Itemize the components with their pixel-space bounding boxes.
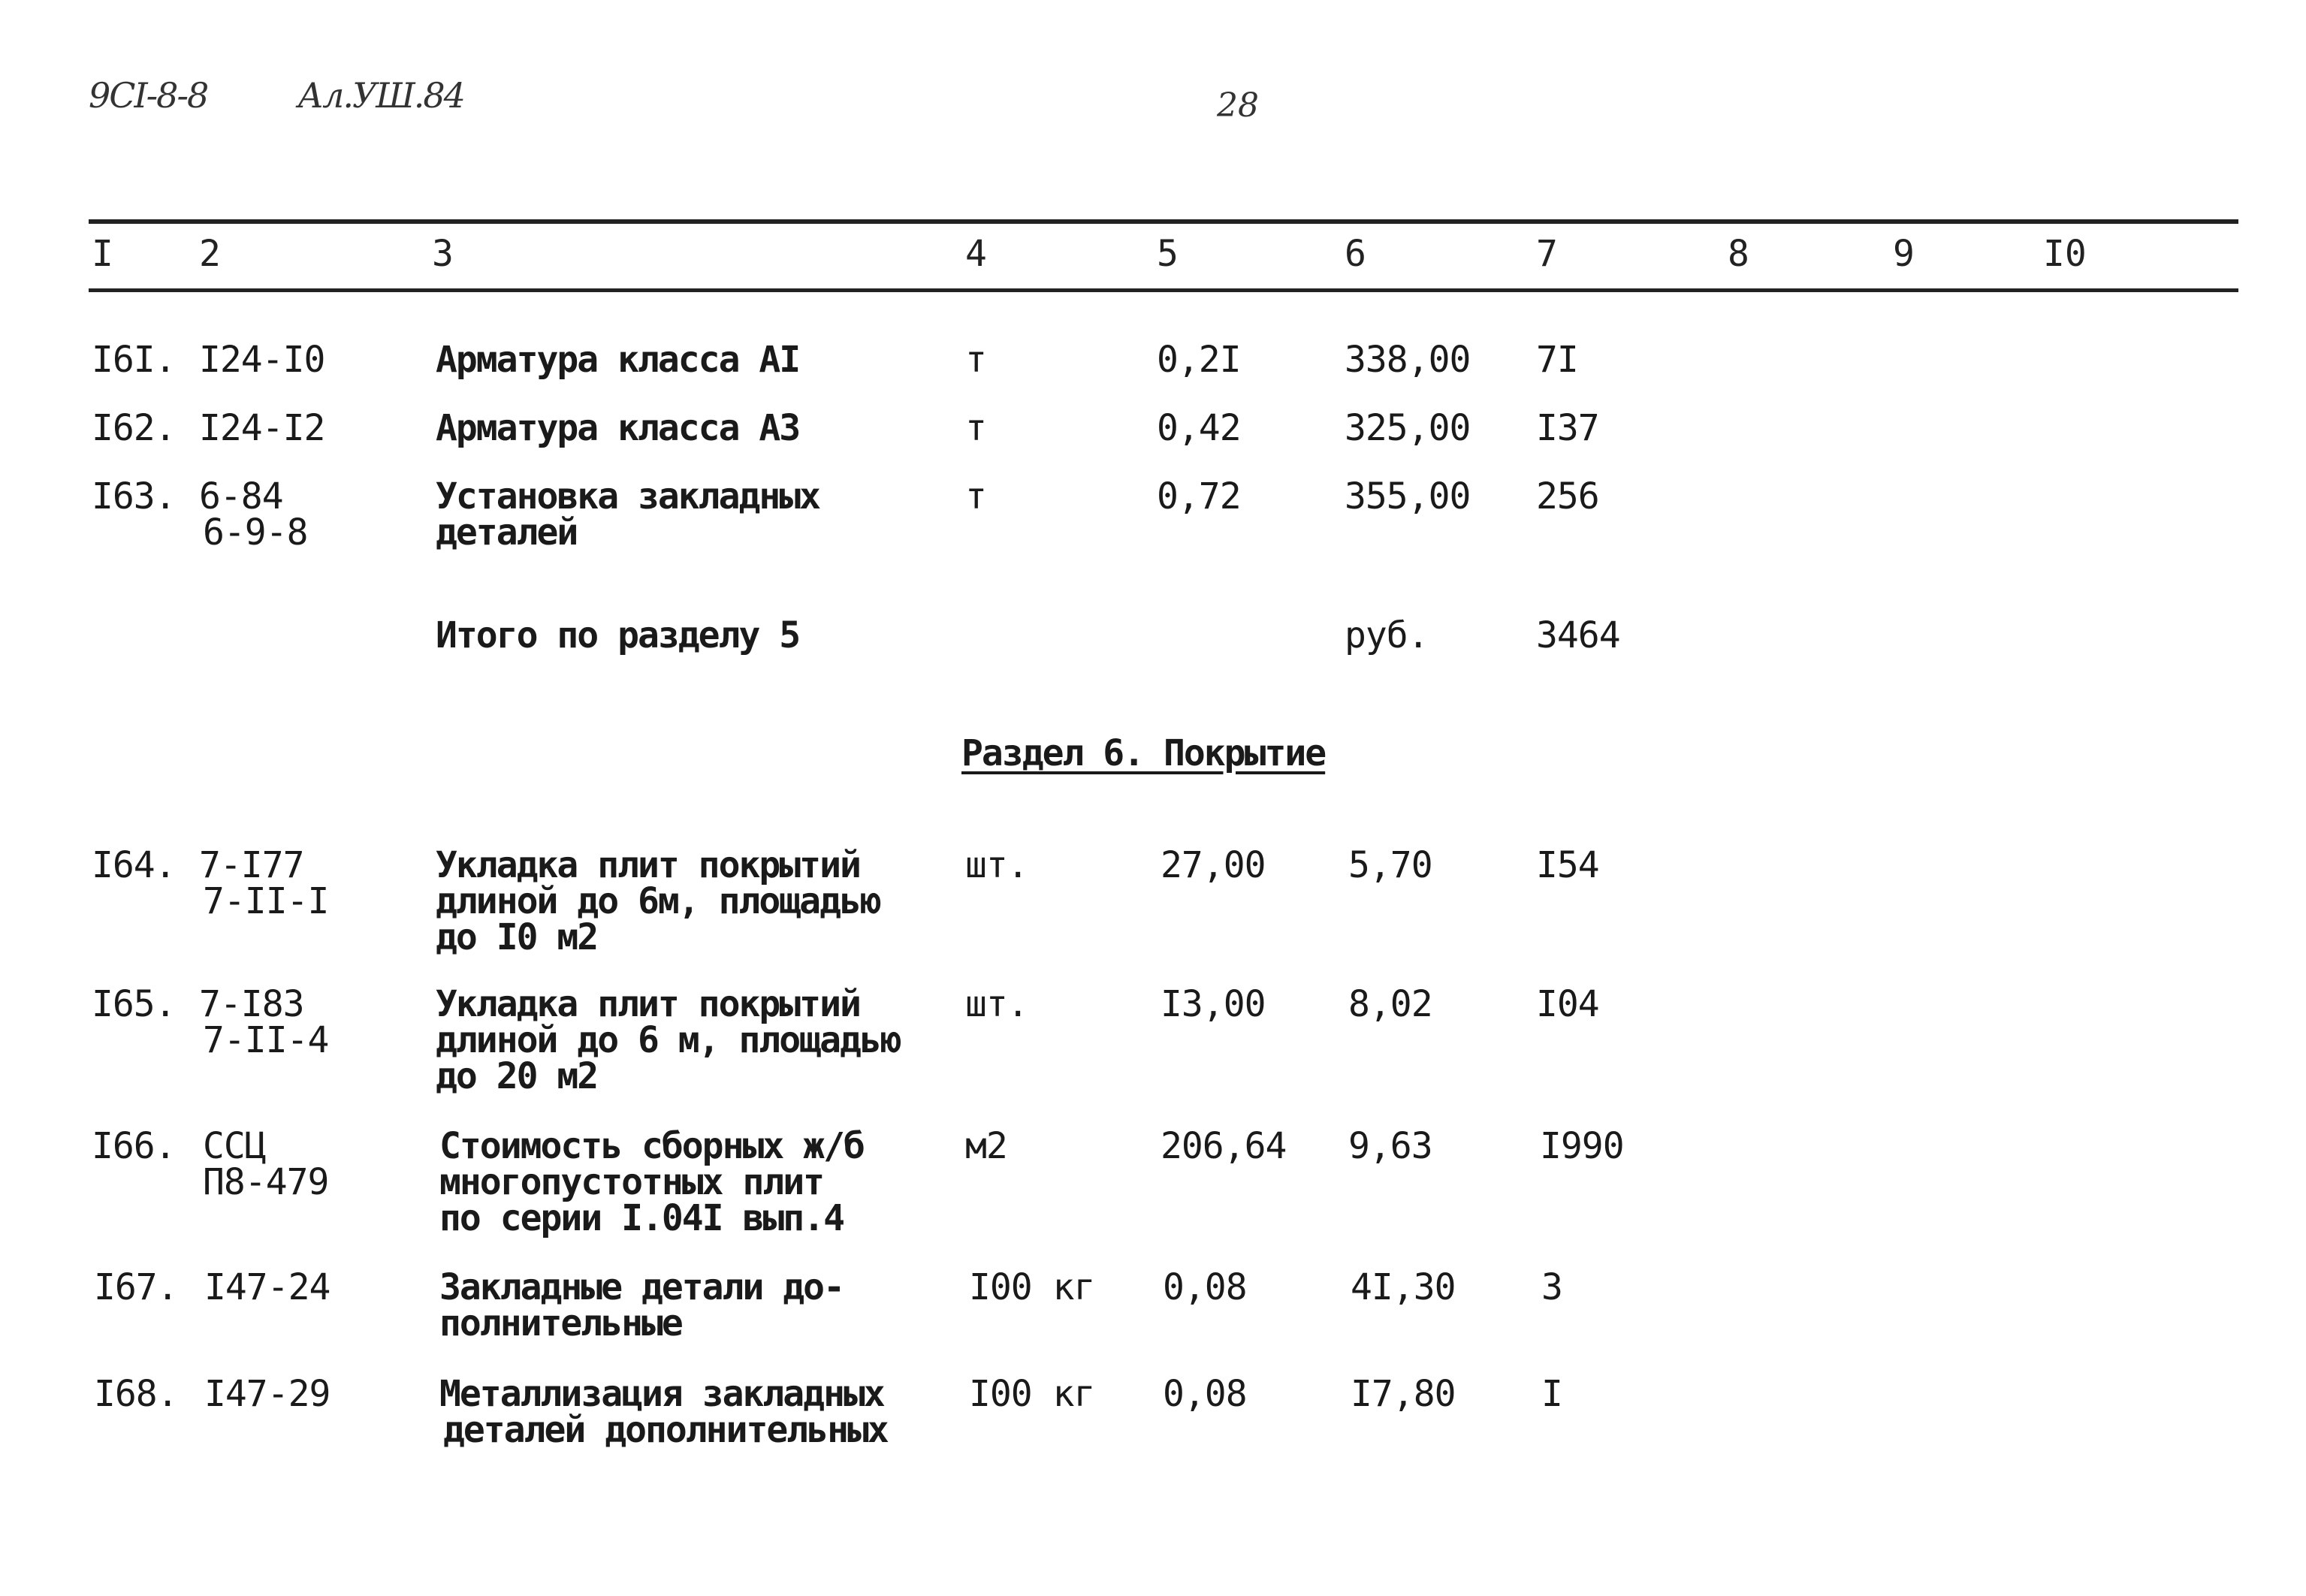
unit: м2 <box>965 1125 1007 1167</box>
row-number: I62. <box>92 407 176 449</box>
total-cost: 256 <box>1536 475 1599 517</box>
quantity: 0,42 <box>1157 407 1241 449</box>
quantity: I3,00 <box>1161 983 1266 1025</box>
item-name: Арматура класса AI <box>436 339 800 381</box>
header-bottom-rule <box>89 288 2238 292</box>
item-name-line-3: до I0 м2 <box>436 916 598 958</box>
unit: шт. <box>965 983 1028 1025</box>
total-cost: I990 <box>1540 1125 1624 1167</box>
row-number: I68. <box>94 1373 178 1415</box>
item-name-line-2: длиной до 6м, площадью <box>436 880 880 922</box>
table-top-rule <box>89 219 2238 224</box>
norm-code-line-2: 7-II-I <box>203 880 329 922</box>
row-number: I6I. <box>92 339 176 381</box>
item-name-line-2: многопустотных плит <box>439 1161 824 1203</box>
total-cost: 7I <box>1536 339 1578 381</box>
norm-code: I24-I0 <box>199 339 325 381</box>
total-cost: 3 <box>1541 1266 1562 1308</box>
row-number: I63. <box>92 475 176 517</box>
norm-code-line-2: 7-II-4 <box>203 1019 329 1061</box>
unit-price: I7,80 <box>1351 1373 1456 1415</box>
item-name-line-2: деталей дополнительных <box>443 1409 888 1451</box>
norm-code: 7-I83 <box>199 983 304 1025</box>
norm-code: 7-I77 <box>199 844 304 886</box>
norm-code: I24-I2 <box>199 407 325 449</box>
archive-number: Ал.УШ.84 <box>297 75 464 116</box>
column-header-1: I <box>92 233 113 275</box>
quantity: 0,72 <box>1157 475 1241 517</box>
total-cost: I37 <box>1536 407 1599 449</box>
quantity: 0,2I <box>1157 339 1241 381</box>
item-name: Металлизация закладных <box>439 1373 884 1415</box>
unit-price: 9,63 <box>1348 1125 1432 1167</box>
unit: I00 кг <box>969 1266 1095 1308</box>
norm-code-line-2: 6-9-8 <box>203 511 308 554</box>
column-header-9: 9 <box>1893 233 1915 275</box>
unit-price: 8,02 <box>1348 983 1432 1025</box>
item-name-line-2: деталей <box>436 511 578 554</box>
quantity: 206,64 <box>1161 1125 1287 1167</box>
subtotal-label: Итого по разделу 5 <box>436 614 800 656</box>
norm-code: I47-29 <box>204 1373 331 1415</box>
item-name: Установка закладных <box>436 475 820 517</box>
item-name-line-3: по серии I.04I вып.4 <box>439 1197 844 1239</box>
item-name: Стоимость сборных ж/б <box>439 1125 864 1167</box>
document-header <box>89 75 554 116</box>
row-number: I66. <box>92 1125 176 1167</box>
item-name-line-2: полнительные <box>439 1302 682 1344</box>
row-number: I67. <box>94 1266 178 1308</box>
quantity: 27,00 <box>1161 844 1266 886</box>
unit: т <box>965 407 986 449</box>
quantity: 0,08 <box>1163 1373 1247 1415</box>
norm-code: 6-84 <box>199 475 283 517</box>
unit-price: 4I,30 <box>1351 1266 1456 1308</box>
project-code: 9CI-8-8 <box>89 75 208 116</box>
subtotal-value: 3464 <box>1536 614 1620 656</box>
unit: I00 кг <box>969 1373 1095 1415</box>
column-header-4: 4 <box>965 233 987 275</box>
column-header-8: 8 <box>1728 233 1749 275</box>
subtotal-unit: руб. <box>1345 614 1429 656</box>
column-header-3: 3 <box>432 233 454 275</box>
unit: шт. <box>965 844 1028 886</box>
item-name: Укладка плит покрытий <box>436 983 860 1025</box>
column-header-7: 7 <box>1536 233 1558 275</box>
section-title: Раздел 6. Покрытие <box>961 732 1326 774</box>
unit-price: 325,00 <box>1345 407 1471 449</box>
norm-code: I47-24 <box>204 1266 331 1308</box>
item-name: Арматура класса A3 <box>436 407 800 449</box>
unit: т <box>965 339 986 381</box>
column-header-10: I0 <box>2043 233 2087 275</box>
row-number: I64. <box>92 844 176 886</box>
total-cost: I04 <box>1536 983 1599 1025</box>
unit-price: 355,00 <box>1345 475 1471 517</box>
item-name-line-2: длиной до 6 м, площадью <box>436 1019 901 1061</box>
unit-price: 338,00 <box>1345 339 1471 381</box>
item-name: Укладка плит покрытий <box>436 844 860 886</box>
item-name: Закладные детали до- <box>439 1266 844 1308</box>
unit-price: 5,70 <box>1348 844 1432 886</box>
column-header-2: 2 <box>199 233 221 275</box>
column-header-6: 6 <box>1345 233 1366 275</box>
total-cost: I <box>1541 1373 1562 1415</box>
row-number: I65. <box>92 983 176 1025</box>
column-header-5: 5 <box>1157 233 1179 275</box>
item-name-line-3: до 20 м2 <box>436 1055 598 1097</box>
total-cost: I54 <box>1536 844 1599 886</box>
norm-code-line-2: П8-479 <box>203 1161 329 1203</box>
norm-code: ССЦ <box>203 1125 266 1167</box>
quantity: 0,08 <box>1163 1266 1247 1308</box>
page-number: 28 <box>1217 86 1259 125</box>
unit: т <box>965 475 986 517</box>
